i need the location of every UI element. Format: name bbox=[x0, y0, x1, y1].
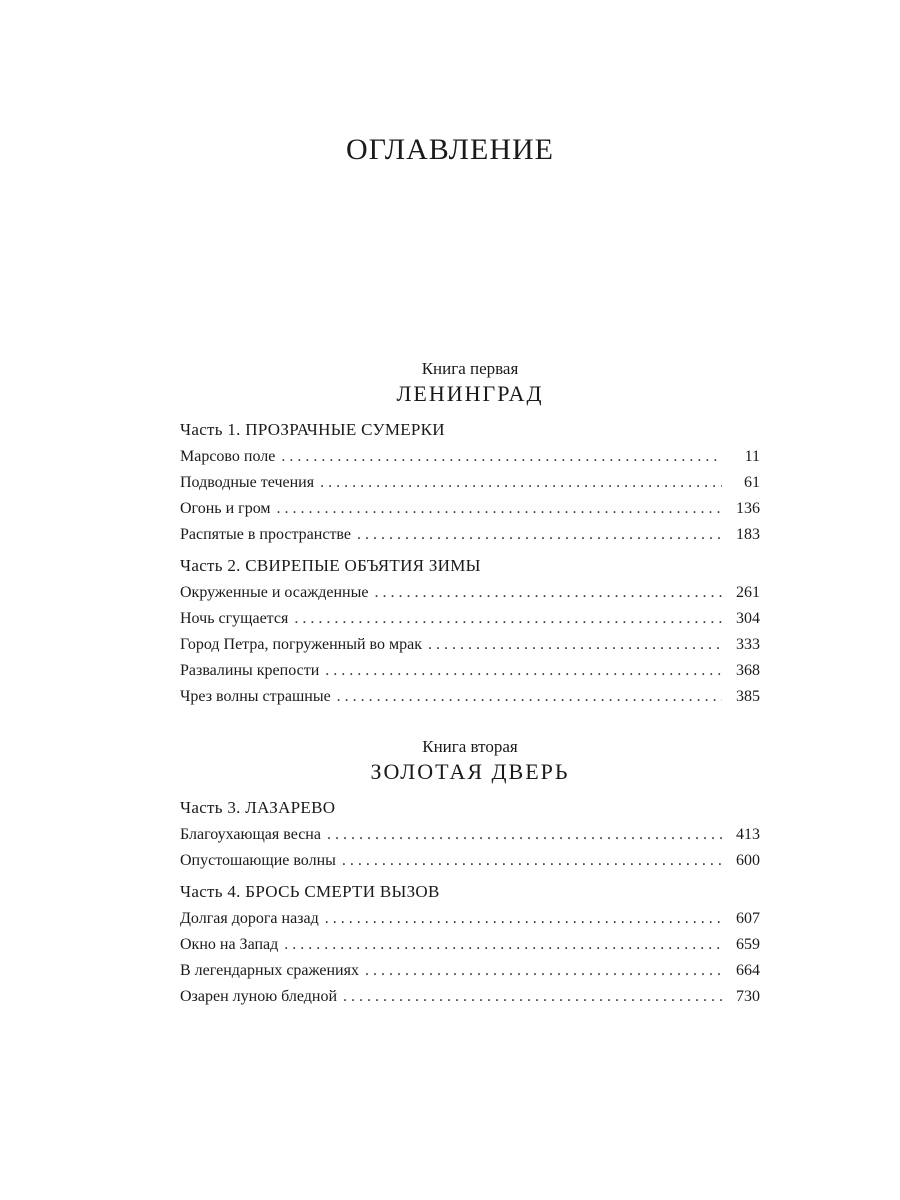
chapter-title: Город Петра, погруженный во мрак bbox=[180, 636, 422, 653]
chapter-title: Распятые в пространстве bbox=[180, 526, 351, 543]
dot-leader bbox=[343, 984, 722, 1010]
chapter-title: Подводные течения bbox=[180, 474, 315, 491]
chapter-title: Благоухающая весна bbox=[180, 826, 321, 843]
page-number: 368 bbox=[736, 662, 760, 679]
toc-entry bbox=[180, 470, 760, 496]
page-number: 333 bbox=[736, 636, 760, 653]
part-1 bbox=[180, 418, 760, 548]
page-number: 136 bbox=[736, 500, 760, 517]
dot-leader bbox=[281, 444, 722, 470]
chapter-title: Долгая дорога назад bbox=[180, 910, 319, 927]
chapter-title: Развалины крепости bbox=[180, 662, 320, 679]
toc-entry bbox=[180, 684, 760, 710]
toc-entry bbox=[180, 984, 760, 1010]
toc-entry bbox=[180, 606, 760, 632]
page-number: 304 bbox=[736, 610, 760, 627]
part-3 bbox=[180, 796, 760, 874]
dot-leader bbox=[365, 958, 722, 984]
book-name: ЗОЛОТАЯ ДВЕРЬ bbox=[370, 759, 570, 784]
dot-leader bbox=[277, 496, 722, 522]
dot-leader bbox=[325, 658, 722, 684]
chapter-title: Озарен луною бледной bbox=[180, 988, 338, 1005]
toc-entry bbox=[180, 632, 760, 658]
page-number: 659 bbox=[736, 936, 760, 953]
dot-leader bbox=[327, 822, 722, 848]
page-number: 413 bbox=[736, 826, 760, 843]
chapter-title: Огонь и гром bbox=[180, 500, 271, 517]
page-number: 61 bbox=[744, 474, 760, 491]
toc-entry bbox=[180, 496, 760, 522]
toc-entry bbox=[180, 958, 760, 984]
book-name: ЛЕНИНГРАД bbox=[396, 381, 544, 406]
book-1 bbox=[180, 358, 760, 716]
part-title: Часть 1. ПРОЗРАЧНЫЕ СУМЕРКИ bbox=[180, 420, 445, 439]
chapter-title: В легендарных сражениях bbox=[180, 962, 359, 979]
chapter-title: Окно на Запад bbox=[180, 936, 279, 953]
chapter-title: Окруженные и осажденные bbox=[180, 584, 369, 601]
page-number: 664 bbox=[736, 962, 760, 979]
dot-leader bbox=[325, 906, 722, 932]
toc-entry bbox=[180, 658, 760, 684]
page-number: 385 bbox=[736, 688, 760, 705]
toc-entry bbox=[180, 848, 760, 874]
dot-leader bbox=[337, 684, 722, 710]
chapter-title: Чрез волны страшные bbox=[180, 688, 331, 705]
dot-leader bbox=[294, 606, 722, 632]
page-number: 600 bbox=[736, 852, 760, 869]
toc-entry bbox=[180, 822, 760, 848]
dot-leader bbox=[320, 470, 722, 496]
book-label: Книга первая bbox=[421, 359, 519, 378]
page-number: 183 bbox=[736, 526, 760, 543]
page-number: 730 bbox=[736, 988, 760, 1005]
page-number: 261 bbox=[736, 584, 760, 601]
toc-entry bbox=[180, 906, 760, 932]
part-title: Часть 4. БРОСЬ СМЕРТИ ВЫЗОВ bbox=[180, 882, 440, 901]
dot-leader bbox=[374, 580, 722, 606]
chapter-title: Марсово поле bbox=[180, 448, 276, 465]
dot-leader bbox=[342, 848, 722, 874]
part-title: Часть 2. СВИРЕПЫЕ ОБЪЯТИЯ ЗИМЫ bbox=[180, 556, 481, 575]
page-number: 11 bbox=[744, 448, 760, 465]
dot-leader bbox=[357, 522, 722, 548]
dot-leader bbox=[284, 932, 722, 958]
chapter-title: Ночь сгущается bbox=[180, 610, 289, 627]
part-2 bbox=[180, 554, 760, 710]
toc-entry bbox=[180, 932, 760, 958]
part-4 bbox=[180, 880, 760, 1010]
chapter-title: Опустошающие волны bbox=[180, 852, 336, 869]
dot-leader bbox=[428, 632, 722, 658]
toc-entry bbox=[180, 444, 760, 470]
book-label: Книга вторая bbox=[422, 737, 518, 756]
page-number: 607 bbox=[736, 910, 760, 927]
page-title: ОГЛАВЛЕНИЕ bbox=[346, 133, 554, 166]
toc-entry bbox=[180, 522, 760, 548]
book-2 bbox=[180, 736, 760, 1016]
toc-entry bbox=[180, 580, 760, 606]
part-title: Часть 3. ЛАЗАРЕВО bbox=[180, 798, 336, 817]
